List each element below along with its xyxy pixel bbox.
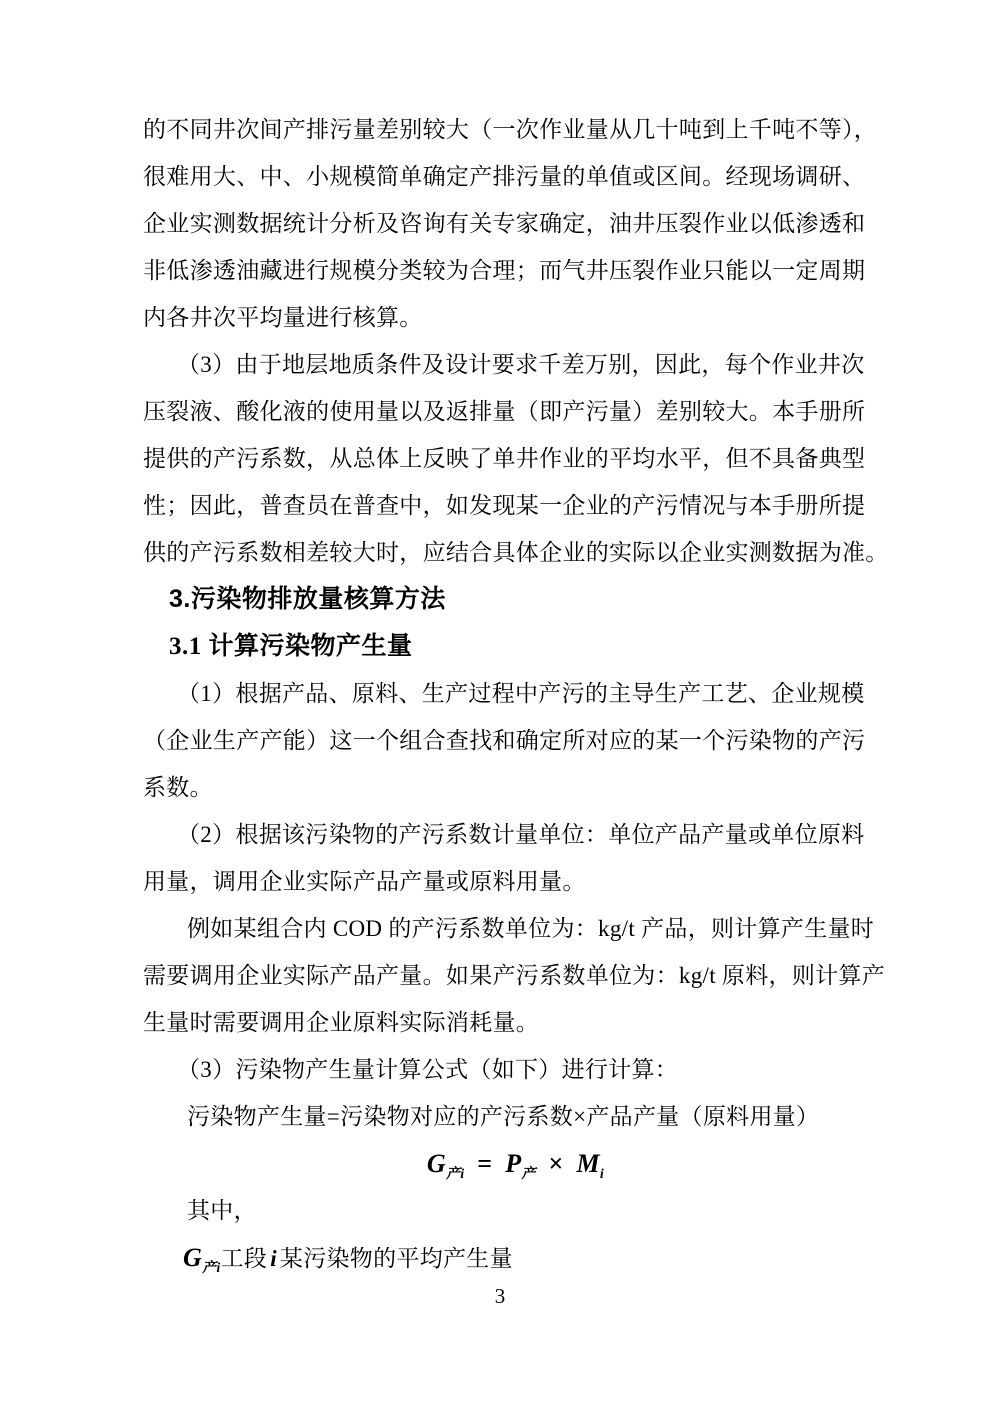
- body-line: 内各井次平均量进行核算。: [143, 305, 423, 330]
- formula-factor2-symbol: M: [576, 1149, 600, 1178]
- formula-lhs-symbol: G: [426, 1149, 446, 1178]
- paragraph-start-line: （2）根据该污染物的产污系数计量单位：单位产品产量或单位原料: [177, 822, 865, 847]
- body-line: 用量，调用企业实际产品产量或原料用量。: [143, 869, 586, 894]
- body-line: 企业实测数据统计分析及咨询有关专家确定，油井压裂作业以低渗透和: [143, 211, 866, 236]
- where-variable: i: [270, 1246, 277, 1271]
- where-label-line: 其中，: [187, 1198, 257, 1223]
- equals-sign: =: [477, 1149, 493, 1178]
- formula-factor1-subscript: 产: [521, 1167, 536, 1182]
- formula-lhs-subscript: 产i: [445, 1167, 465, 1182]
- paragraph-start-line: 例如某组合内 COD 的产污系数单位为：kg/t 产品，则计算产生量时: [187, 916, 875, 941]
- body-line: 提供的产污系数，从总体上反映了单井作业的平均水平，但不具备典型: [143, 446, 866, 471]
- body-line: 性；因此，普查员在普查中，如发现某一企业的产污情况与本手册所提: [143, 493, 866, 518]
- equation-text-line: 污染物产生量=污染物对应的产污系数×产品产量（原料用量）: [187, 1104, 820, 1129]
- where-symbol: G: [183, 1243, 203, 1272]
- where-term-label: 工段: [220, 1246, 268, 1271]
- body-line: 生量时需要调用企业原料实际消耗量。: [143, 1010, 540, 1035]
- where-description: 某污染物的平均产生量: [279, 1246, 513, 1271]
- formula-factor1-symbol: P: [505, 1149, 522, 1178]
- body-line: 很难用大、中、小规模简单确定产排污量的单值或区间。经现场调研、: [143, 164, 866, 189]
- body-line: 非低渗透油藏进行规模分类较为合理；而气井压裂作业只能以一定周期: [143, 258, 866, 283]
- where-subscript: 产i: [202, 1261, 221, 1276]
- body-line: （企业生产产能）这一个组合查找和确定所对应的某一个污染物的产污: [143, 728, 866, 753]
- paragraph-start-line: （1）根据产品、原料、生产过程中产污的主导生产工艺、企业规模: [177, 681, 865, 706]
- subsection-heading: 3.1 计算污染物产生量: [169, 633, 413, 660]
- body-line: 的不同井次间产排污量差别较大（一次作业量从几十吨到上千吨不等），: [143, 117, 878, 142]
- section-heading: 3.污染物排放量核算方法: [169, 585, 446, 613]
- paragraph-start-line: （3）由于地层地质条件及设计要求千差万别，因此，每个作业井次: [177, 352, 865, 377]
- paragraph-start-line: （3）污染物产生量计算公式（如下）进行计算：: [177, 1057, 679, 1082]
- body-line: 供的产污系数相差较大时，应结合具体企业的实际以企业实测数据为准。: [143, 540, 889, 565]
- multiply-sign: ×: [548, 1149, 564, 1178]
- formula: [143, 1140, 888, 1187]
- body-line: 系数。: [143, 775, 213, 800]
- body-line: 需要调用企业实际产品产量。如果产污系数单位为：kg/t 原料，则计算产: [143, 963, 886, 988]
- formula-factor2-subscript: i: [599, 1167, 605, 1182]
- page-number: 3: [494, 1284, 506, 1308]
- body-line: 压裂液、酸化液的使用量以及返排量（即产污量）差别较大。本手册所: [143, 399, 866, 424]
- where-definition-line: [143, 1234, 888, 1281]
- document-body: [143, 106, 888, 1281]
